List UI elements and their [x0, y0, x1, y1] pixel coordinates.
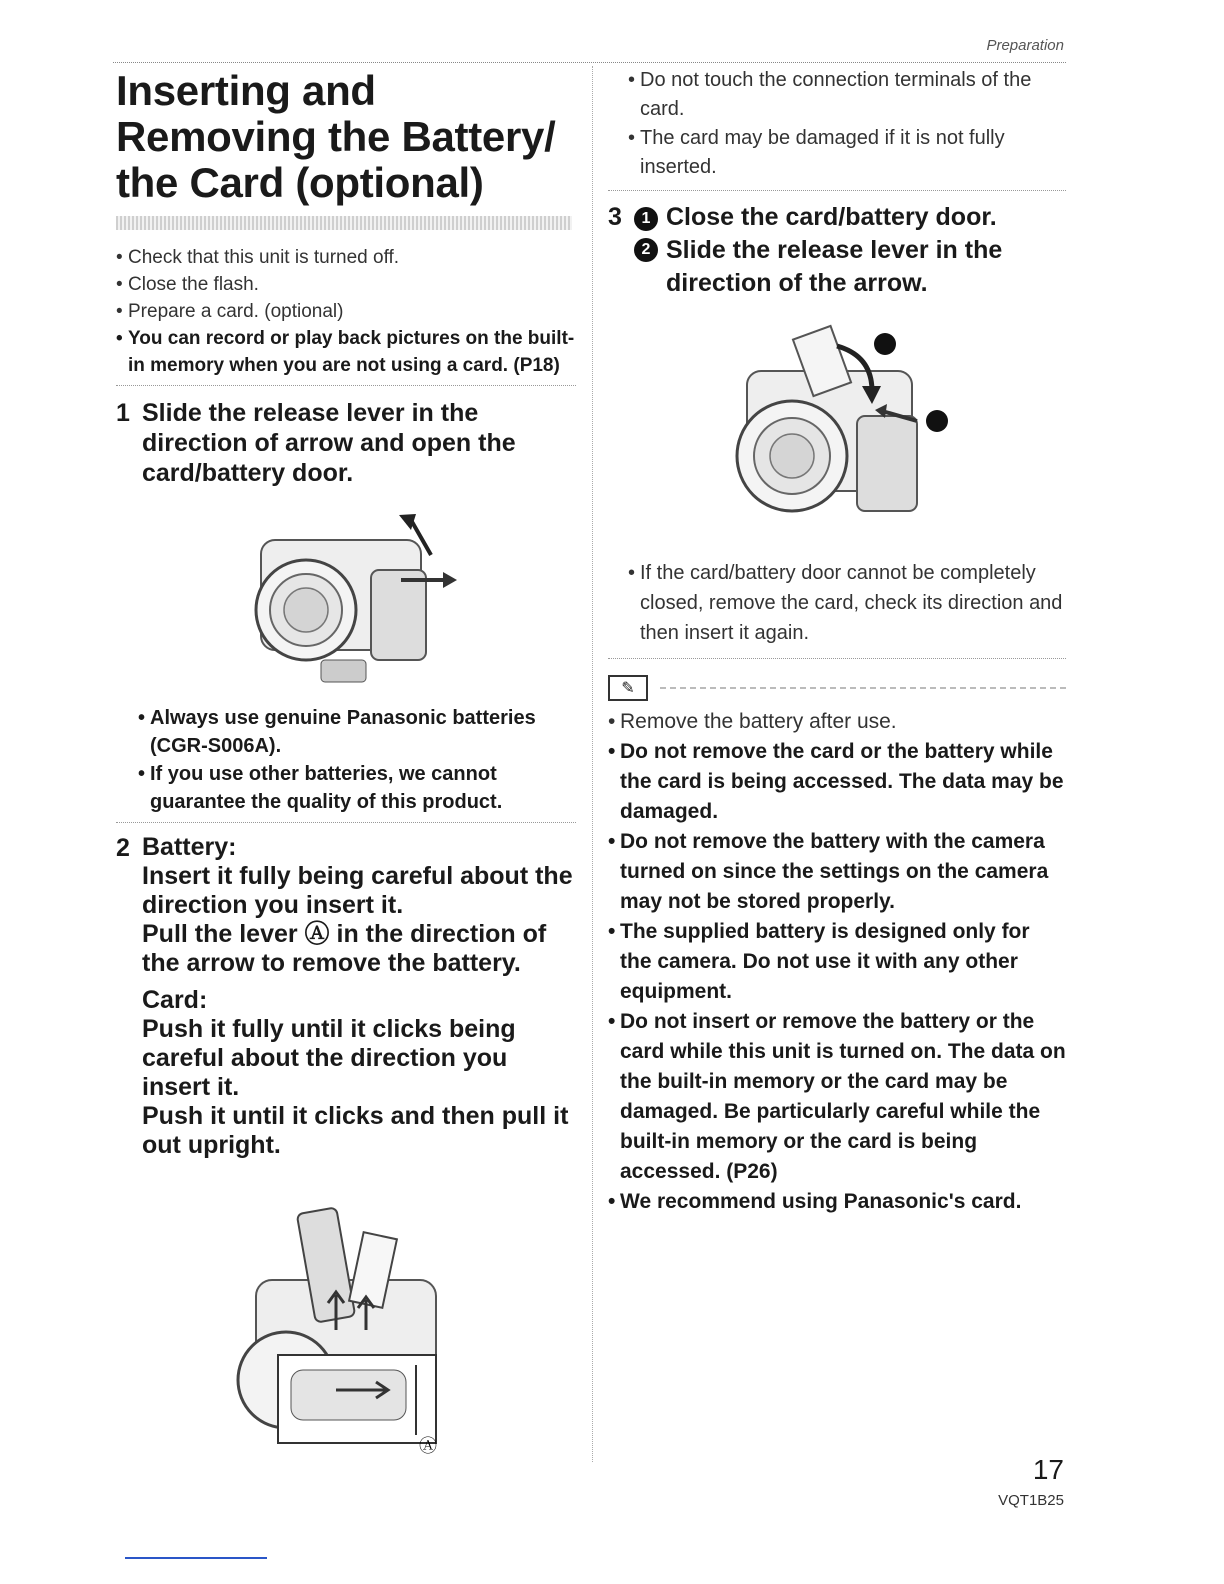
card-label: Card:	[142, 986, 208, 1014]
intro-list	[116, 244, 576, 379]
step-3-line-2: Slide the release lever in the direction of the arrow.	[666, 236, 1003, 297]
step-2-text	[142, 833, 576, 1160]
card-remove-text: Push it until it clicks and then pull it out upright.	[142, 1102, 569, 1159]
card-insert-text: Push it fully until it clicks being careful about the direction you insert it.	[142, 1015, 516, 1101]
camera-open-door-illustration	[231, 500, 461, 690]
step-3-notes	[608, 558, 1066, 648]
divider	[116, 822, 576, 823]
divider	[608, 190, 1066, 191]
step-1-text: Slide the release lever in the direction of arrow and open the card/battery door.	[142, 399, 516, 487]
footer-rule	[125, 1557, 267, 1559]
step-number: 1	[116, 399, 130, 427]
battery-label: Battery:	[142, 833, 237, 861]
memo-item: • Do not remove the card or the battery while the card is being accessed. The data may be damaged.	[608, 737, 1066, 827]
step-number: 3	[608, 203, 622, 231]
intro-item: • Check that this unit is turned off.	[116, 244, 576, 271]
step-number: 2	[116, 834, 130, 862]
intro-item: • You can record or play back pictures on the built-in memory when you are not using a card. (P18)	[116, 325, 576, 379]
memo-header	[608, 675, 1066, 701]
divider	[608, 658, 1066, 659]
right-column	[608, 66, 1066, 1217]
memo-item: • The supplied battery is designed only for the camera. Do not use it with any other equipment.	[608, 917, 1066, 1007]
battery-card-insertion-illustration	[236, 1200, 456, 1460]
step-1-notes	[138, 704, 576, 816]
step-3-text	[634, 201, 1066, 300]
warning-item: • The card may be damaged if it is not fully inserted.	[628, 124, 1066, 182]
note-item: • If the card/battery door cannot be completely closed, remove the card, check its direction and then insert it again.	[628, 558, 1066, 648]
title-line-1: Inserting and	[116, 67, 376, 114]
page-title	[116, 68, 576, 206]
warning-item: • Do not touch the connection terminals of the card.	[628, 66, 1066, 124]
intro-item: • Close the flash.	[116, 271, 576, 298]
camera-close-door-illustration	[707, 316, 967, 546]
divider	[116, 385, 576, 386]
step-3	[608, 201, 1066, 300]
column-divider	[592, 66, 593, 1462]
memo-item: • Do not remove the battery with the camera turned on since the settings on the camera may not be stored properly.	[608, 827, 1066, 917]
step-1	[116, 398, 576, 488]
marker-2-icon: 2	[634, 238, 658, 262]
section-label: Preparation	[986, 37, 1064, 54]
battery-insert-text: Insert it fully being careful about the direction you insert it.	[142, 862, 573, 919]
document-code: VQT1B25	[998, 1492, 1064, 1509]
memo-note-icon: ✎	[608, 675, 648, 701]
title-underline-bar	[116, 216, 572, 230]
battery-remove-text: Pull the lever Ⓐ in the direction of the arrow to remove the battery.	[142, 920, 547, 977]
page-number: 17	[1032, 1454, 1064, 1485]
memo-list	[608, 707, 1066, 1217]
memo-item: • We recommend using Panasonic's card.	[608, 1187, 1066, 1217]
intro-item: • Prepare a card. (optional)	[116, 298, 576, 325]
step-2	[116, 833, 576, 1160]
note-item: • If you use other batteries, we cannot guarantee the quality of this product.	[138, 760, 576, 816]
note-item: • Always use genuine Panasonic batteries (CGR-S006A).	[138, 704, 576, 760]
lever-a-label: Ⓐ	[419, 1436, 437, 1457]
step-3-line-1: Close the card/battery door.	[666, 203, 997, 231]
memo-item: • Remove the battery after use.	[608, 707, 1066, 737]
header-rule	[113, 62, 1066, 63]
marker-1-icon: 1	[634, 207, 658, 231]
memo-dashed-rule	[660, 687, 1066, 689]
title-line-2: Removing the Battery/	[116, 113, 556, 160]
memo-item: • Do not insert or remove the battery or the card while this unit is turned on. The data on the built-in memory or the card may be damaged. Be particularly careful while the built-in memory or the card is being accessed. (P26)	[608, 1007, 1066, 1187]
left-column	[116, 64, 576, 1460]
title-line-3: the Card (optional)	[116, 159, 484, 206]
card-warnings	[608, 66, 1066, 182]
